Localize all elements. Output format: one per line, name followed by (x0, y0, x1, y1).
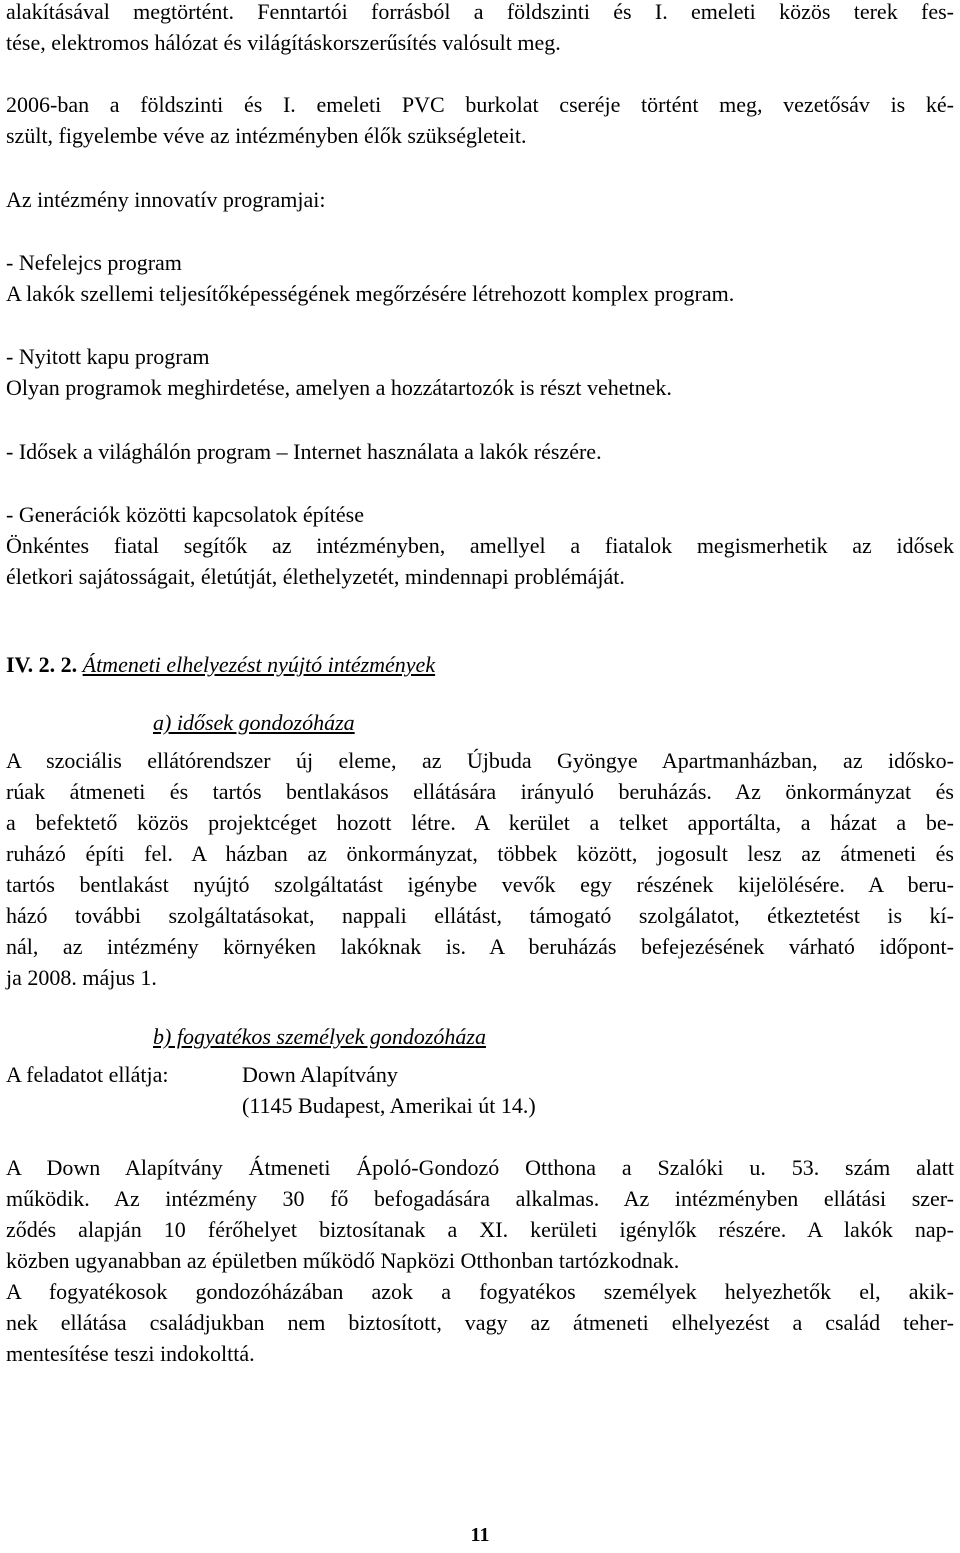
text-line: házó további szolgáltatásokat, nappali ellátást, támogató szolgálatot, étkeztetést is kí- (6, 903, 954, 928)
text-line: a befektető közös projektcéget hozott létre. A kerület a telket apportálta, a házat a be- (6, 810, 954, 835)
program-description: A lakók szellemi teljesítőképességének megőrzésére létrehozott komplex program. (6, 281, 735, 306)
subsection-a-paragraph (6, 745, 954, 993)
program-description-line: életkori sajátosságait, életútját, élethelyzetét, mindennapi problémáját. (6, 564, 625, 589)
subsection-b-title: b) fogyatékos személyek gondozóháza (153, 1024, 486, 1049)
text-line: ződés alapján 10 férőhelyet biztosítanak a XI. kerületi igénylők részére. A lakók nap- (6, 1217, 954, 1242)
program-title: - Idősek a világhálón program – Internet használata a lakók részére. (6, 439, 602, 464)
text-line: ja 2008. május 1. (6, 965, 157, 990)
program-title: - Nefelejcs program (6, 250, 182, 275)
page-number: 11 (470, 1524, 490, 1546)
text-line: tése, elektromos hálózat és világításkorszerűsítés valósult meg. (6, 30, 561, 55)
program-description-line: Önkéntes fiatal segítők az intézményben, amellyel a fiatalok megismerhetik az idősek (6, 533, 954, 558)
section-heading (6, 649, 954, 680)
provider-label: A feladatot ellátja: (6, 1062, 169, 1087)
subsection-b-paragraph-1 (6, 1152, 954, 1276)
text-line: közben ugyanabban az épületben működő Napközi Otthonban tartózkodnak. (6, 1248, 680, 1273)
text-line: 2006-ban a földszinti és I. emeleti PVC burkolat cseréje történt meg, vezetősáv is ké- (6, 92, 954, 117)
program-nefelejcs (6, 247, 954, 309)
program-generaciok (6, 499, 954, 592)
text-line: A fogyatékosok gondozóházában azok a fogyatékos személyek helyezhetők el, akik- (6, 1279, 954, 1304)
text-line: A szociális ellátórendszer új eleme, az Újbuda Gyöngye Apartmanházban, az idősko- (6, 748, 954, 773)
programs-heading-text: Az intézmény innovatív programjai: (6, 187, 326, 212)
subsection-a-title: a) idősek gondozóháza (153, 710, 355, 735)
text-line: szült, figyelembe véve az intézményben élők szükségleteit. (6, 123, 527, 148)
text-line: mentesítése teszi indokolttá. (6, 1341, 255, 1366)
provider-block (6, 1059, 954, 1121)
text-line: rúak átmeneti és tartós bentlakásos ellátására irányuló beruházás. Az önkormányzat és (6, 779, 954, 804)
text-line: nál, az intézmény környéken lakóknak is. A beruházás befejezésének várható időpont- (6, 934, 954, 959)
section-number: IV. 2. 2. (6, 652, 78, 677)
provider-name: Down Alapítvány (242, 1062, 398, 1087)
program-title: - Generációk közötti kapcsolatok építése (6, 502, 364, 527)
text-line: tartós bentlakást nyújtó szolgáltatást igénybe vevők egy részének kijelölésére. A beru- (6, 872, 954, 897)
text-line: nek ellátása családjukban nem biztosított, vagy az átmeneti elhelyezést a család teher- (6, 1310, 954, 1335)
text-line: ruházó építi fel. A házban az önkormányzat, többek között, jogosult lesz az átmeneti és (6, 841, 954, 866)
program-title: - Nyitott kapu program (6, 344, 210, 369)
programs-heading (6, 184, 954, 215)
renovation-paragraph (6, 89, 954, 151)
program-nyitott-kapu (6, 341, 954, 403)
provider-address: (1145 Budapest, Amerikai út 14.) (242, 1093, 536, 1118)
section-title: Átmeneti elhelyezést nyújtó intézmények (82, 652, 436, 677)
text-line: A Down Alapítvány Átmeneti Ápoló-Gondozó Otthona a Szalóki u. 53. szám alatt (6, 1155, 954, 1180)
subsection-b-paragraph-2 (6, 1276, 954, 1369)
program-vilaghalo (6, 436, 954, 467)
text-line: működik. Az intézmény 30 fő befogadására alkalmas. Az intézményben ellátási szer- (6, 1186, 954, 1211)
intro-paragraph (6, 0, 954, 58)
text-line: alakításával megtörtént. Fenntartói forrásból a földszinti és I. emeleti közös terek fes- (6, 0, 954, 24)
program-description: Olyan programok meghirdetése, amelyen a hozzátartozók is részt vehetnek. (6, 375, 672, 400)
